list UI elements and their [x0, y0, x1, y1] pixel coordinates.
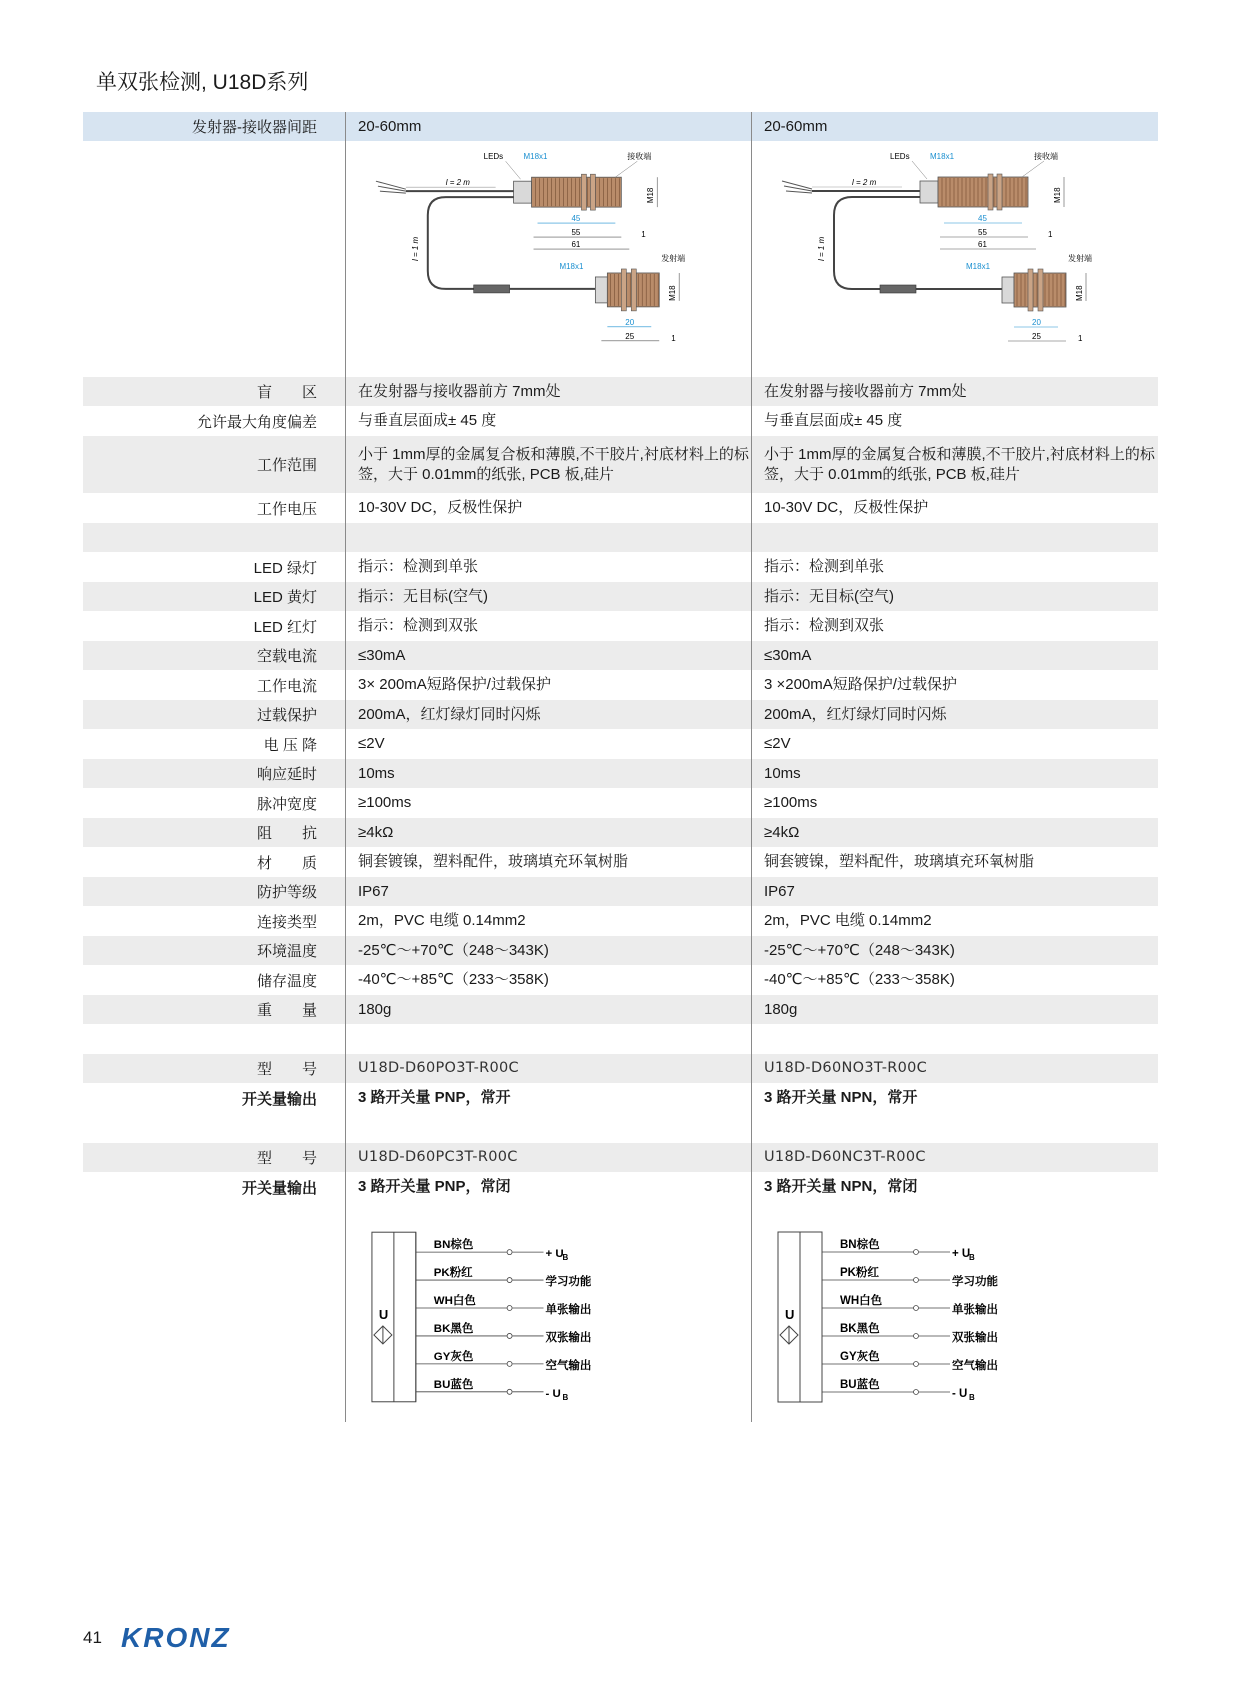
output-value-a: 3 路开关量 PNP，常开	[345, 1083, 751, 1113]
spec-label: 脉冲宽度	[256, 795, 317, 813]
output-value-a: 3 路开关量 PNP，常闭	[345, 1172, 751, 1202]
dim-1-label: 1	[1078, 334, 1083, 343]
wire-color-label: WH白色	[433, 1295, 476, 1308]
drawing-cell-a	[345, 141, 751, 377]
transmitter-cap	[595, 277, 607, 303]
dim-45-label: 45	[978, 214, 987, 223]
transmitter-label: 发射端	[1068, 254, 1092, 263]
transmitter-body	[595, 269, 659, 311]
wire-line	[416, 1349, 592, 1372]
wire-signal-subscript: B	[969, 1393, 975, 1402]
spec-value-a: IP67	[345, 877, 751, 906]
spec-label: 防护等级	[256, 884, 317, 901]
spec-label: 过载保护	[256, 707, 317, 724]
transmitter-nut	[1028, 269, 1033, 311]
transmitter-cable	[834, 197, 920, 289]
wire-signal-label: - U	[952, 1388, 968, 1400]
cable-length-label: l = 2 m	[852, 178, 877, 187]
wire-line	[822, 1349, 998, 1372]
spec-row	[83, 818, 1158, 847]
wire-line	[822, 1321, 998, 1344]
spec-row	[83, 377, 1158, 406]
dim-20-label: 20	[1032, 318, 1041, 327]
wire-color-label: BK黑色	[840, 1323, 880, 1335]
dim-25-label: 25	[625, 331, 635, 341]
wire-signal-label: 空气输出	[545, 1359, 592, 1372]
model-number-a: U18D-D60PC3T-R00C	[345, 1143, 751, 1172]
spec-value-b: ≤2V	[751, 729, 1158, 759]
transmitter-cap	[1002, 277, 1014, 303]
wire-line	[416, 1293, 592, 1316]
wire-signal-label: 学习功能	[545, 1276, 592, 1289]
wire-signal-label: + U	[545, 1248, 564, 1261]
terminal-icon	[507, 1389, 512, 1394]
receiver-cap	[920, 181, 938, 203]
model-label: 型 号	[256, 1061, 317, 1078]
output-label: 开关量输出	[241, 1179, 317, 1197]
spec-value-a: -40℃～+85℃（233～358K)	[345, 965, 751, 995]
spec-row	[83, 936, 1158, 965]
cable-length-label-2: l = 1 m	[817, 236, 826, 261]
transmitter-cable	[428, 197, 514, 289]
terminal-icon	[914, 1250, 919, 1255]
model-number-a: U18D-D60PO3T-R00C	[345, 1054, 751, 1083]
leds-label: LEDs	[483, 152, 504, 162]
model-row	[83, 1143, 1158, 1172]
receiver-thread-label: M18x1	[930, 152, 955, 161]
output-label: 开关量输出	[241, 1090, 317, 1108]
spec-value-b: ≤30mA	[751, 641, 1158, 670]
receiver-thread	[532, 177, 622, 207]
spec-label: 空载电流	[256, 648, 317, 665]
dim-1-label: 1	[641, 230, 646, 240]
distance-row	[83, 112, 1158, 141]
spec-label: 储存温度	[256, 972, 317, 990]
page-number: 41	[83, 1628, 102, 1647]
wire-strand	[784, 186, 812, 191]
transmitter-thread-label: M18x1	[966, 262, 991, 271]
receiver-thread-label: M18x1	[523, 152, 548, 162]
spec-value-b: 10-30V DC，反极性保护	[751, 493, 1158, 523]
model-number-b: U18D-D60NC3T-R00C	[751, 1143, 1158, 1172]
spec-row	[83, 965, 1158, 995]
spec-label: 重 量	[256, 1002, 317, 1019]
spec-label: 工作电压	[256, 500, 317, 518]
wire-signal-label: 双张输出	[545, 1331, 592, 1344]
receiver-nut	[590, 174, 595, 210]
spec-row	[83, 582, 1158, 611]
sensor-u-label: U	[378, 1306, 389, 1322]
wire-signal-subscript: B	[562, 1392, 569, 1402]
spec-label: 响应延时	[256, 766, 317, 783]
terminal-icon	[914, 1334, 919, 1339]
wire-color-label: GY灰色	[433, 1350, 474, 1363]
wire-color-label: BU蓝色	[433, 1378, 474, 1391]
spec-row	[83, 788, 1158, 818]
transmitter-nut	[621, 269, 626, 311]
wire-line	[822, 1377, 975, 1402]
m18-label: M18	[1075, 285, 1084, 301]
wire-strand	[380, 191, 406, 193]
spec-value-a: 在发射器与接收器前方 7mm处	[345, 377, 751, 406]
spacer-row	[83, 523, 1158, 552]
spec-value-a: 铜套镀镍，塑料配件，玻璃填充环氧树脂	[345, 847, 751, 877]
spec-value-b: IP67	[751, 877, 1158, 906]
spec-value-a: ≤30mA	[345, 641, 751, 670]
drawing-row	[83, 141, 1158, 377]
spec-row	[83, 729, 1158, 759]
receiver-body	[514, 174, 622, 210]
receiver-nut	[988, 174, 993, 210]
output-row	[83, 1083, 1158, 1113]
wire-line	[416, 1377, 569, 1402]
dim-25-label: 25	[1032, 332, 1041, 341]
receiver-body	[920, 174, 1028, 210]
wire-color-label: BU蓝色	[840, 1379, 880, 1391]
receiver-label: 接收端	[1034, 152, 1058, 161]
spec-value-b: 指示：无目标(空气)	[751, 582, 1158, 611]
spec-label: 电 压 降	[263, 736, 317, 754]
spec-value-b: 指示：检测到单张	[751, 552, 1158, 582]
spec-value-b: 与垂直层面成± 45 度	[751, 406, 1158, 436]
spec-row	[83, 611, 1158, 641]
wire-signal-subscript: B	[562, 1253, 569, 1263]
wire-signal-label: 单张输出	[952, 1304, 998, 1316]
wire-color-label: WH白色	[840, 1295, 883, 1307]
spec-value-a: 2m，PVC 电缆 0.14mm2	[345, 906, 751, 936]
dim-55-label: 55	[978, 228, 987, 237]
wire-strand	[782, 181, 812, 189]
dim-1-label: 1	[671, 333, 676, 343]
terminal-icon	[507, 1361, 512, 1366]
wire-line	[822, 1237, 975, 1262]
connector	[474, 285, 510, 293]
leader-line	[615, 161, 637, 177]
terminal-icon	[507, 1333, 512, 1338]
spec-value-b: 小于 1mm厚的金属复合板和薄膜,不干胶片,衬底材料上的标签，大于 0.01mm的纸张, PCB 板,硅片	[751, 436, 1158, 493]
drawing-cell-b	[751, 141, 1158, 377]
spec-value-b: 2m，PVC 电缆 0.14mm2	[751, 906, 1158, 936]
m18-label: M18	[668, 285, 678, 301]
spec-table	[83, 112, 1158, 1422]
spec-label: 工作范围	[256, 457, 317, 474]
distance-label: 发射器-接收器间距	[192, 119, 317, 136]
spacer-row	[83, 1024, 1158, 1054]
wire-color-label: PK粉红	[433, 1267, 473, 1280]
transmitter-body	[1002, 269, 1066, 311]
model-number-b: U18D-D60NO3T-R00C	[751, 1054, 1158, 1083]
spec-value-b: -25℃～+70℃（248～343K)	[751, 936, 1158, 965]
receiver-label: 接收端	[627, 152, 652, 162]
wire-color-label: BN棕色	[840, 1239, 880, 1251]
page-title: 单双张检测, U18D系列	[96, 71, 309, 94]
spec-value-a: ≤2V	[345, 729, 751, 759]
wire-signal-subscript: B	[969, 1253, 975, 1262]
distance-value-b: 20-60mm	[751, 112, 1158, 141]
transmitter-nut	[1038, 269, 1043, 311]
distance-value-a: 20-60mm	[345, 112, 751, 141]
spec-value-a: 指示：无目标(空气)	[345, 582, 751, 611]
spec-value-b: 180g	[751, 995, 1158, 1024]
spec-label: 阻 抗	[256, 825, 317, 842]
spec-value-b: -40℃～+85℃（233～358K)	[751, 965, 1158, 995]
dimension-drawing	[346, 141, 751, 377]
wire-signal-label: + U	[952, 1248, 971, 1260]
wire-line	[822, 1265, 998, 1288]
cable-length-label: l = 2 m	[445, 178, 470, 188]
spec-value-a: 指示：检测到双张	[345, 611, 751, 641]
spec-value-b: ≥4kΩ	[751, 818, 1158, 847]
output-row	[83, 1172, 1158, 1202]
output-value-b: 3 路开关量 NPN，常闭	[751, 1172, 1158, 1202]
kronz-logo	[121, 1622, 247, 1652]
wire-line	[416, 1237, 569, 1262]
spec-value-a: 小于 1mm厚的金属复合板和薄膜,不干胶片,衬底材料上的标签，大于 0.01mm的纸张, PCB 板,硅片	[345, 436, 751, 493]
spec-row	[83, 493, 1158, 523]
receiver-cap	[514, 181, 532, 203]
cable-length-label-2: l = 1 m	[410, 236, 420, 261]
wire-color-label: PK粉红	[840, 1267, 879, 1279]
spec-row	[83, 670, 1158, 700]
wire-color-label: GY灰色	[840, 1351, 880, 1363]
model-label: 型 号	[256, 1150, 317, 1167]
spec-value-b: 铜套镀镍，塑料配件，玻璃填充环氧树脂	[751, 847, 1158, 877]
spec-label: LED 红灯	[253, 618, 317, 636]
m18-label: M18	[1053, 187, 1062, 203]
sensor-u-label: U	[785, 1307, 795, 1322]
wire-signal-label: 单张输出	[545, 1303, 592, 1316]
spec-value-a: 180g	[345, 995, 751, 1024]
leader-line	[912, 161, 927, 179]
receiver-nut	[997, 174, 1002, 210]
wire-line	[822, 1293, 998, 1316]
wire-line	[416, 1321, 592, 1344]
wire-signal-label: - U	[545, 1387, 561, 1400]
terminal-icon	[507, 1306, 512, 1311]
spec-value-b: ≥100ms	[751, 788, 1158, 818]
spec-value-b: 200mA，红灯绿灯同时闪烁	[751, 700, 1158, 729]
spec-value-a: ≥100ms	[345, 788, 751, 818]
spec-row	[83, 847, 1158, 877]
receiver-thread	[938, 177, 1028, 207]
wire-strand	[378, 186, 406, 191]
transmitter-label: 发射端	[661, 253, 686, 263]
wiring-cell-a	[345, 1202, 751, 1422]
spec-row	[83, 436, 1158, 493]
leds-label: LEDs	[890, 152, 910, 161]
dim-1-label: 1	[1048, 230, 1053, 239]
leader-line	[1022, 161, 1044, 177]
model-row	[83, 1054, 1158, 1083]
spec-value-a: -25℃～+70℃（248～343K)	[345, 936, 751, 965]
terminal-icon	[507, 1278, 512, 1283]
terminal-icon	[914, 1306, 919, 1311]
transmitter-thread-label: M18x1	[559, 261, 584, 271]
spec-value-a: 与垂直层面成± 45 度	[345, 406, 751, 436]
spec-value-a: 指示：检测到单张	[345, 552, 751, 582]
wire-color-label: BN棕色	[433, 1239, 474, 1252]
wiring-row	[83, 1202, 1158, 1422]
leader-line	[506, 161, 521, 179]
transmitter-nut	[631, 269, 636, 311]
receiver-nut	[581, 174, 586, 210]
spec-row	[83, 906, 1158, 936]
dim-55-label: 55	[571, 228, 581, 238]
wiring-cell-b	[751, 1202, 1158, 1422]
spacer-row	[83, 1113, 1158, 1143]
spec-value-b: 指示：检测到双张	[751, 611, 1158, 641]
spec-value-a: ≥4kΩ	[345, 818, 751, 847]
spec-row	[83, 700, 1158, 729]
wire-color-label: BK黑色	[433, 1322, 474, 1335]
wire-line	[416, 1265, 592, 1288]
terminal-icon	[507, 1250, 512, 1255]
spec-value-b: 在发射器与接收器前方 7mm处	[751, 377, 1158, 406]
terminal-icon	[914, 1278, 919, 1283]
spec-value-a: 200mA，红灯绿灯同时闪烁	[345, 700, 751, 729]
wire-strand	[786, 191, 812, 193]
spec-label: LED 黄灯	[253, 589, 317, 606]
dimension-drawing	[752, 141, 1158, 377]
terminal-icon	[914, 1390, 919, 1395]
spec-value-a: 3× 200mA短路保护/过载保护	[345, 670, 751, 700]
dim-61-label: 61	[571, 240, 581, 250]
spec-value-a: 10-30V DC，反极性保护	[345, 493, 751, 523]
spec-row	[83, 406, 1158, 436]
spec-label: 工作电流	[256, 677, 317, 695]
wiring-diagram	[752, 1202, 1158, 1422]
wire-strand	[376, 181, 406, 189]
spec-value-a: 10ms	[345, 759, 751, 788]
spec-value-b: 10ms	[751, 759, 1158, 788]
dim-45-label: 45	[571, 214, 581, 224]
output-value-b: 3 路开关量 NPN，常开	[751, 1083, 1158, 1113]
dim-20-label: 20	[625, 317, 635, 327]
terminal-icon	[914, 1362, 919, 1367]
wire-signal-label: 空气输出	[952, 1360, 998, 1372]
connector	[880, 285, 916, 293]
wire-signal-label: 学习功能	[952, 1276, 998, 1288]
spec-label: 盲 区	[256, 384, 317, 401]
spec-label: 允许最大角度偏差	[196, 413, 317, 431]
kronz-logo-text: KRONZ	[121, 1622, 231, 1652]
spec-value-b: 3 ×200mA短路保护/过载保护	[751, 670, 1158, 700]
spec-row	[83, 759, 1158, 788]
spec-row	[83, 995, 1158, 1024]
wire-signal-label: 双张输出	[952, 1332, 998, 1344]
spec-row	[83, 552, 1158, 582]
dim-61-label: 61	[978, 240, 987, 249]
spec-label: 连接类型	[256, 913, 317, 931]
spec-label: 材 质	[256, 854, 317, 872]
spec-row	[83, 641, 1158, 670]
m18-label: M18	[646, 187, 656, 204]
spec-label: 环境温度	[256, 943, 317, 960]
wiring-diagram	[346, 1202, 751, 1422]
spec-label: LED 绿灯	[253, 559, 317, 577]
spec-row	[83, 877, 1158, 906]
